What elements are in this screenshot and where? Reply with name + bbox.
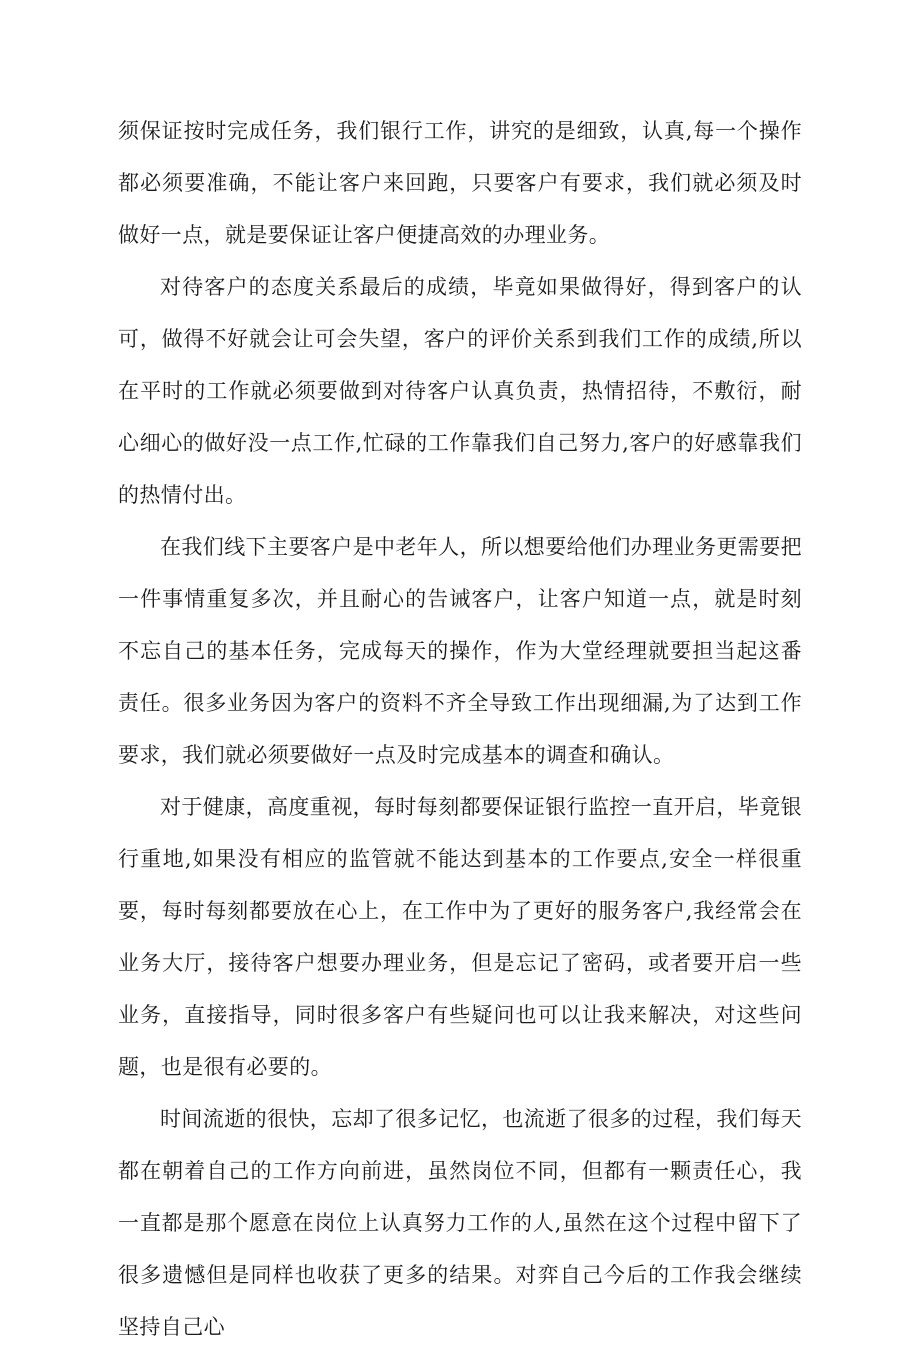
- paragraph-security: 对于健康，高度重视，每时每刻都要保证银行监控一直开启，毕竟银行重地,如果没有相应的监管就不能达到基本的工作要点,安全一样很重要，每时每刻都要放在心上，在工作中为了更好的服务客户,我经常会在业务大厅，接待客户想要办理业务，但是忘记了密码，或者要开启一些业务，直接指导，同时很多客户有些疑问也可以让我来解决，对这些问题，也是很有必要的。: [118, 795, 802, 1079]
- paragraph-elderly-customers: 在我们线下主要客户是中老年人，所以想要给他们办理业务更需要把一件事情重复多次，并且耐心的告诫客户，让客户知道一点，就是时刻不忘自己的基本任务，完成每天的操作，作为大堂经理就要担当起这番责任。很多业务因为客户的资料不齐全导致工作出现细漏,为了达到工作要求，我们就必须要做好一点及时完成基本的调查和确认。: [118, 535, 802, 767]
- paragraph-continued: 须保证按时完成任务，我们银行工作，讲究的是细致，认真,每一个操作都必须要准确，不能让客户来回跑，只要客户有要求，我们就必须及时做好一点，就是要保证让客户便捷高效的办理业务。: [118, 119, 802, 247]
- paragraph-customer-attitude: 对待客户的态度关系最后的成绩，毕竟如果做得好，得到客户的认可，做得不好就会让可会失望，客户的评价关系到我们工作的成绩,所以在平时的工作就必须要做到对待客户认真负责，热情招待，不敷衍，耐心细心的做好没一点工作,忙碌的工作靠我们自己努力,客户的好感靠我们的热情付出。: [118, 275, 802, 507]
- paragraph-reflection: 时间流逝的很快，忘却了很多记忆，也流逝了很多的过程，我们每天都在朝着自己的工作方向前进，虽然岗位不同，但都有一颗责任心，我一直都是那个愿意在岗位上认真努力工作的人,虽然在这个过程中留下了很多遗憾但是同样也收获了更多的结果。对弈自己今后的工作我会继续坚持自己心: [118, 1107, 802, 1339]
- document-body: [118, 105, 802, 1353]
